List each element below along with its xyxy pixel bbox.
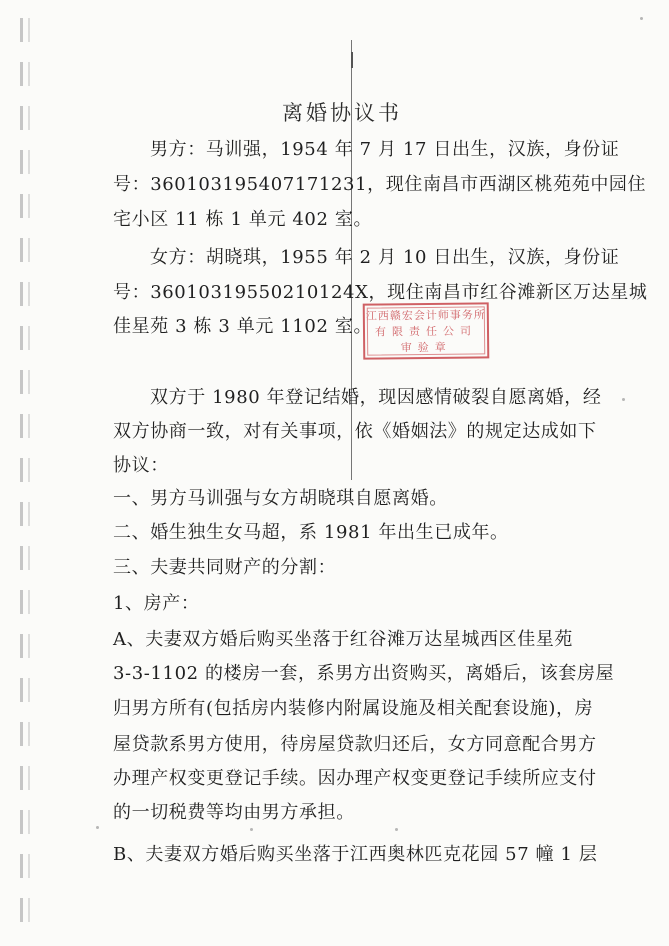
- item-b-line: B、夫妻双方婚后购买坐落于江西奥林匹克花园 57 幢 1 层: [113, 844, 598, 865]
- binding-holes: [20, 18, 23, 928]
- female-party-line: 佳星苑 3 栋 3 单元 1102 室。: [113, 316, 373, 337]
- item-a-line: 3-3-1102 的楼房一套，系男方出资购买，离婚后，该套房屋: [113, 663, 615, 684]
- audit-stamp: [363, 302, 490, 359]
- male-party-line: 号：360103195407171231，现住南昌市西湖区桃苑苑中园住: [113, 174, 647, 195]
- stamp-company-type: 有限责任公司: [374, 324, 478, 339]
- document-title: 离婚协议书: [282, 101, 402, 125]
- item-a-line: 屋贷款系男方使用，待房屋贷款归还后，女方同意配合男方: [113, 734, 597, 755]
- clause-property-heading: 三、夫妻共同财产的分割：: [113, 557, 337, 578]
- item-a-line: 办理产权变更登记手续。因办理产权变更登记手续所应支付: [113, 768, 597, 789]
- scan-speck: [640, 17, 643, 20]
- clause-real-estate-heading: 1、房产：: [113, 593, 200, 614]
- item-a-line: 的一切税费等均由男方承担。: [113, 802, 355, 823]
- male-party-line: 宅小区 11 栋 1 单元 402 室。: [113, 209, 373, 230]
- male-party-line: 男方：马训强，1954 年 7 月 17 日出生，汉族，身份证: [150, 139, 620, 160]
- female-party-line: 号：36010319550210124X，现住南昌市红谷滩新区万达星城: [113, 282, 648, 303]
- fold-tick: [351, 52, 353, 68]
- scan-speck: [395, 828, 398, 831]
- scan-speck: [96, 826, 99, 829]
- stamp-seal-label: 审验章: [400, 340, 452, 355]
- clause-divorce: 一、男方马训强与女方胡晓琪自愿离婚。: [113, 488, 448, 509]
- binding-marks: [28, 18, 30, 928]
- preamble-line: 双方于 1980 年登记结婚，现因感情破裂自愿离婚，经: [150, 387, 602, 408]
- female-party-line: 女方：胡晓琪，1955 年 2 月 10 日出生，汉族，身份证: [150, 247, 620, 268]
- stamp-firm-name: 江西赣宏会计师事务所: [365, 308, 486, 323]
- clause-child: 二、婚生独生女马超，系 1981 年出生已成年。: [113, 522, 509, 543]
- item-a-line: A、夫妻双方婚后购买坐落于红谷滩万达星城西区佳星苑: [113, 629, 573, 650]
- scan-speck: [622, 398, 625, 401]
- preamble-line: 协议：: [113, 455, 169, 476]
- preamble-line: 双方协商一致，对有关事项，依《婚姻法》的规定达成如下: [113, 421, 597, 442]
- item-a-line: 归男方所有(包括房内装修内附属设施及相关配套设施)，房: [113, 698, 594, 719]
- scan-speck: [250, 828, 253, 831]
